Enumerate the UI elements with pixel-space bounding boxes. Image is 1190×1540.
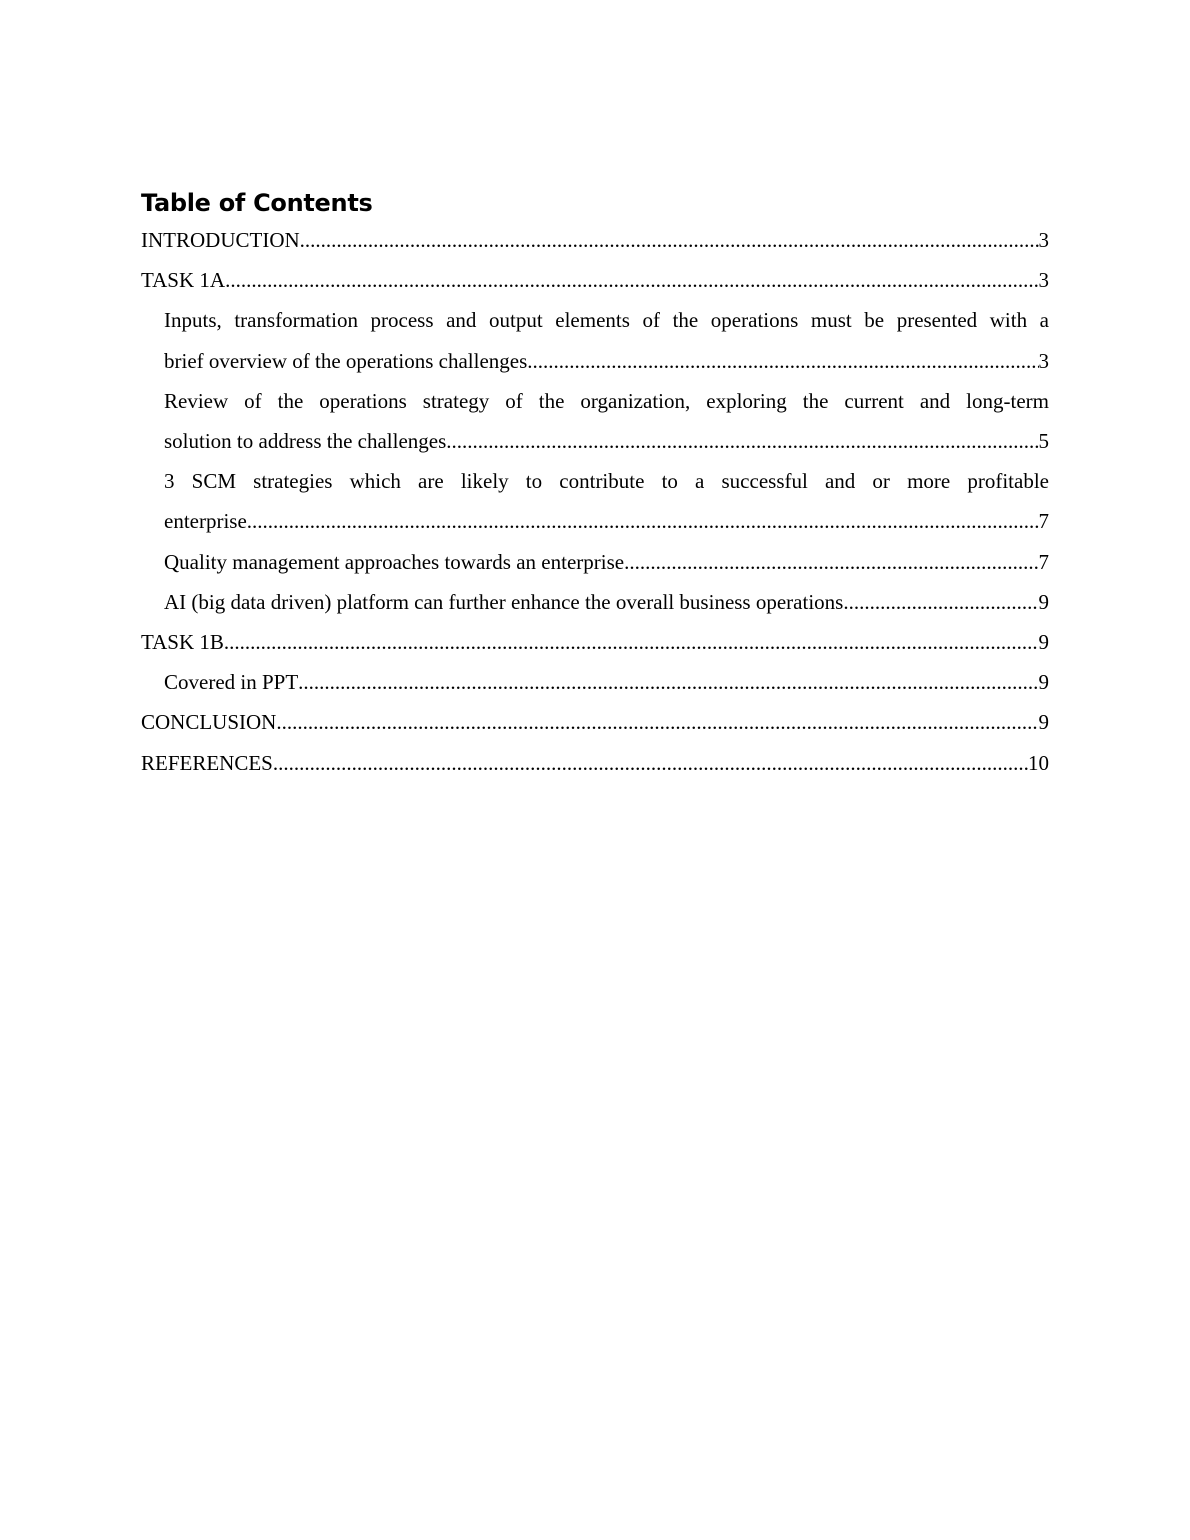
toc-entry-introduction[interactable]	[141, 220, 1049, 260]
toc-entry-page: 9	[1038, 630, 1049, 655]
dot-leader	[446, 421, 1038, 461]
toc-entry-ai-platform[interactable]	[141, 582, 1049, 622]
toc-entry-page: 7	[1038, 549, 1049, 574]
toc-entry-label: CONCLUSION	[141, 710, 277, 735]
toc-entry-page: 7	[1038, 509, 1049, 534]
toc-list	[141, 220, 1049, 783]
dot-leader	[225, 260, 1038, 300]
dot-leader	[843, 582, 1038, 622]
toc-entry-label-line1: 3 SCM strategies which are likely to contribute to a successful and or more profitable	[164, 469, 1049, 494]
toc-entry-label: TASK 1A	[141, 268, 226, 293]
toc-entry-page: 3	[1038, 268, 1049, 293]
toc-entry-page: 5	[1038, 429, 1049, 454]
toc-entry-task-1a[interactable]	[141, 260, 1049, 300]
dot-leader	[624, 542, 1038, 582]
toc-entry-page: 9	[1038, 710, 1049, 735]
toc-title: Table of Contents	[141, 189, 373, 217]
toc-entry-label-line2: enterprise	[164, 509, 247, 534]
toc-entry-label: AI (big data driven) platform can further enhance the overall business operations	[164, 589, 844, 614]
toc-entry-page: 3	[1038, 228, 1049, 252]
toc-entry-operations-strategy[interactable]	[141, 381, 1049, 461]
toc-entry-label-line1: Inputs, transformation process and output elements of the operations must be presented with a	[164, 308, 1049, 333]
toc-entry-label-line2: brief overview of the operations challenges	[164, 348, 528, 373]
dot-leader	[527, 341, 1038, 381]
dot-leader	[276, 702, 1038, 742]
toc-entry-label-line1: Review of the operations strategy of the organization, exploring the current and long-term	[164, 388, 1049, 413]
toc-entry-scm-strategies[interactable]	[141, 461, 1049, 541]
toc-entry-page: 9	[1038, 670, 1049, 695]
toc-entry-label: TASK 1B	[141, 630, 224, 655]
toc-entry-conclusion[interactable]	[141, 702, 1049, 742]
toc-entry-label-line2: solution to address the challenges	[164, 429, 447, 454]
dot-leader	[300, 220, 1039, 260]
toc-entry-page: 9	[1038, 589, 1049, 614]
toc-entry-task-1b[interactable]	[141, 622, 1049, 662]
toc-entry-covered-in-ppt[interactable]	[141, 662, 1049, 702]
toc-entry-label: Quality management approaches towards an enterprise	[164, 549, 625, 574]
toc-entry-references[interactable]	[141, 743, 1049, 783]
dot-leader	[247, 501, 1039, 541]
dot-leader	[224, 622, 1039, 662]
document-page	[141, 186, 1049, 783]
toc-entry-label: REFERENCES	[141, 750, 273, 775]
toc-entry-label: Covered in PPT	[164, 670, 299, 695]
toc-entry-quality-management[interactable]	[141, 542, 1049, 582]
dot-leader	[273, 743, 1028, 783]
toc-entry-page: 10	[1028, 750, 1049, 775]
dot-leader	[298, 662, 1038, 702]
toc-entry-page: 3	[1038, 348, 1049, 373]
toc-entry-inputs-transformation[interactable]	[141, 300, 1049, 380]
toc-entry-label: INTRODUCTION	[141, 228, 300, 252]
